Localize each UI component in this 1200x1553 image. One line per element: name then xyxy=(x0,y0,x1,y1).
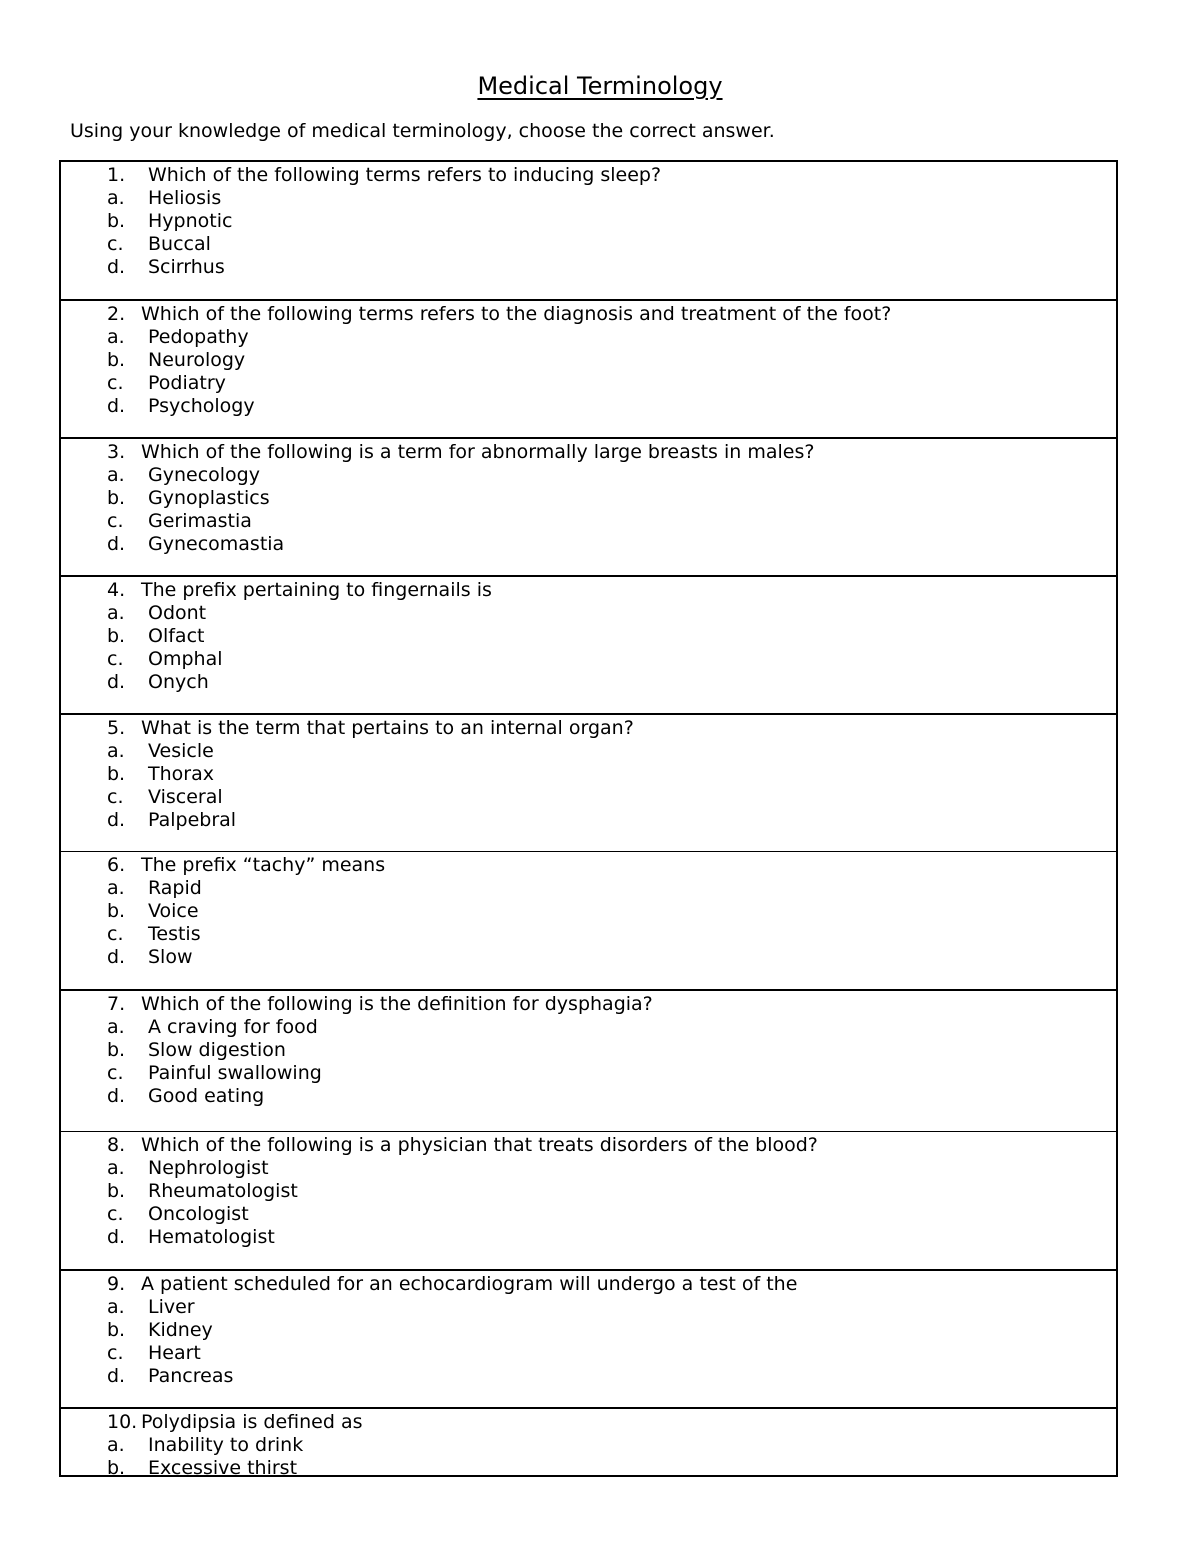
answer-option xyxy=(61,1157,1116,1180)
question-text: Which of the following is the definition for dysphagia? xyxy=(141,993,653,1015)
option-letter: a. xyxy=(107,464,125,486)
answer-option xyxy=(61,1203,1116,1226)
question-row xyxy=(61,1407,1116,1479)
answer-option xyxy=(61,533,1116,556)
option-text: Gynoplastics xyxy=(148,487,270,509)
option-letter: a. xyxy=(107,187,125,209)
question-text: Which of the following is a physician that treats disorders of the blood? xyxy=(141,1134,818,1156)
option-letter: a. xyxy=(107,1434,125,1456)
question-number: 5. xyxy=(107,717,126,739)
option-letter: b. xyxy=(107,900,126,922)
option-text: Nephrologist xyxy=(148,1157,269,1179)
question-row xyxy=(61,299,1116,437)
option-text: Gynecology xyxy=(148,464,260,486)
question-row xyxy=(61,989,1116,1131)
question-line xyxy=(61,993,1116,1016)
option-letter: d. xyxy=(107,671,126,693)
option-letter: d. xyxy=(107,1226,126,1248)
option-letter: b. xyxy=(107,210,126,232)
answer-option xyxy=(61,349,1116,372)
option-text: Psychology xyxy=(148,395,255,417)
option-letter: b. xyxy=(107,1319,126,1341)
answer-option xyxy=(61,1016,1116,1039)
answer-option xyxy=(61,1434,1116,1457)
option-letter: b. xyxy=(107,349,126,371)
option-text: Visceral xyxy=(148,786,223,808)
answer-option xyxy=(61,395,1116,418)
option-text: Slow xyxy=(148,946,193,968)
option-letter: c. xyxy=(107,1203,124,1225)
option-letter: a. xyxy=(107,602,125,624)
answer-option xyxy=(61,1457,1116,1480)
instructions: Using your knowledge of medical terminology, choose the correct answer. xyxy=(70,120,775,142)
option-text: Hematologist xyxy=(148,1226,275,1248)
option-letter: a. xyxy=(107,326,125,348)
option-text: Omphal xyxy=(148,648,223,670)
answer-option xyxy=(61,1319,1116,1342)
option-letter: d. xyxy=(107,1085,126,1107)
question-line xyxy=(61,1134,1116,1157)
answer-option xyxy=(61,464,1116,487)
answer-option xyxy=(61,602,1116,625)
answer-option xyxy=(61,1039,1116,1062)
option-letter: d. xyxy=(107,256,126,278)
question-number: 4. xyxy=(107,579,126,601)
option-text: Olfact xyxy=(148,625,205,647)
option-text: Podiatry xyxy=(148,372,226,394)
option-letter: b. xyxy=(107,1457,126,1479)
option-letter: b. xyxy=(107,763,126,785)
answer-option xyxy=(61,1180,1116,1203)
option-text: Onych xyxy=(148,671,209,693)
answer-option xyxy=(61,763,1116,786)
option-letter: c. xyxy=(107,1062,124,1084)
option-letter: b. xyxy=(107,625,126,647)
question-text: Which of the following is a term for abnormally large breasts in males? xyxy=(141,441,815,463)
question-line xyxy=(61,854,1116,877)
option-letter: d. xyxy=(107,533,126,555)
question-line xyxy=(61,164,1116,187)
page-title: Medical Terminology xyxy=(477,72,723,100)
question-line xyxy=(61,1411,1116,1434)
answer-option xyxy=(61,372,1116,395)
question-line xyxy=(61,441,1116,464)
question-number: 10. xyxy=(107,1411,138,1433)
answer-option xyxy=(61,671,1116,694)
option-text: Neurology xyxy=(148,349,246,371)
option-letter: d. xyxy=(107,395,126,417)
question-number: 7. xyxy=(107,993,126,1015)
question-line xyxy=(61,717,1116,740)
question-text: The prefix “tachy” means xyxy=(141,854,386,876)
question-line xyxy=(61,1273,1116,1296)
question-table xyxy=(59,160,1118,1477)
option-text: Excessive thirst xyxy=(148,1457,298,1479)
answer-option xyxy=(61,946,1116,969)
answer-option xyxy=(61,233,1116,256)
option-text: Scirrhus xyxy=(148,256,225,278)
option-letter: d. xyxy=(107,809,126,831)
question-row xyxy=(61,437,1116,575)
question-row xyxy=(61,851,1116,989)
option-text: Voice xyxy=(148,900,199,922)
option-text: Buccal xyxy=(148,233,211,255)
answer-option xyxy=(61,923,1116,946)
option-letter: a. xyxy=(107,1157,125,1179)
answer-option xyxy=(61,1342,1116,1365)
question-number: 3. xyxy=(107,441,126,463)
question-text: What is the term that pertains to an internal organ? xyxy=(141,717,634,739)
answer-option xyxy=(61,740,1116,763)
option-text: Kidney xyxy=(148,1319,213,1341)
answer-option xyxy=(61,648,1116,671)
option-letter: c. xyxy=(107,1342,124,1364)
question-row xyxy=(61,575,1116,713)
option-text: Pedopathy xyxy=(148,326,249,348)
answer-option xyxy=(61,1062,1116,1085)
option-letter: a. xyxy=(107,1016,125,1038)
option-text: Rapid xyxy=(148,877,202,899)
question-number: 2. xyxy=(107,303,126,325)
option-text: Hypnotic xyxy=(148,210,233,232)
answer-option xyxy=(61,809,1116,832)
option-text: Slow digestion xyxy=(148,1039,286,1061)
option-letter: c. xyxy=(107,372,124,394)
option-letter: c. xyxy=(107,786,124,808)
question-number: 6. xyxy=(107,854,126,876)
option-text: Gerimastia xyxy=(148,510,252,532)
question-number: 8. xyxy=(107,1134,126,1156)
answer-option xyxy=(61,1365,1116,1388)
answer-option xyxy=(61,877,1116,900)
option-text: Vesicle xyxy=(148,740,214,762)
option-text: Heart xyxy=(148,1342,201,1364)
option-letter: c. xyxy=(107,510,124,532)
option-text: Good eating xyxy=(148,1085,265,1107)
question-text: Which of the following terms refers to the diagnosis and treatment of the foot? xyxy=(141,303,892,325)
answer-option xyxy=(61,256,1116,279)
answer-option xyxy=(61,1085,1116,1108)
answer-option xyxy=(61,487,1116,510)
option-letter: b. xyxy=(107,1180,126,1202)
option-text: Oncologist xyxy=(148,1203,249,1225)
question-row xyxy=(61,1131,1116,1269)
option-text: Thorax xyxy=(148,763,214,785)
option-text: Gynecomastia xyxy=(148,533,285,555)
option-text: Testis xyxy=(148,923,201,945)
question-text: The prefix pertaining to fingernails is xyxy=(141,579,492,601)
question-row xyxy=(61,162,1116,299)
option-letter: b. xyxy=(107,487,126,509)
option-text: Rheumatologist xyxy=(148,1180,298,1202)
answer-option xyxy=(61,900,1116,923)
option-text: A craving for food xyxy=(148,1016,318,1038)
answer-option xyxy=(61,187,1116,210)
question-row xyxy=(61,1269,1116,1407)
question-number: 9. xyxy=(107,1273,126,1295)
question-text: Which of the following terms refers to inducing sleep? xyxy=(148,164,662,186)
question-line xyxy=(61,579,1116,602)
answer-option xyxy=(61,786,1116,809)
option-text: Painful swallowing xyxy=(148,1062,322,1084)
option-letter: c. xyxy=(107,923,124,945)
option-letter: c. xyxy=(107,648,124,670)
option-text: Inability to drink xyxy=(148,1434,304,1456)
option-letter: a. xyxy=(107,1296,125,1318)
answer-option xyxy=(61,1296,1116,1319)
option-letter: d. xyxy=(107,946,126,968)
question-text: Polydipsia is defined as xyxy=(141,1411,363,1433)
option-letter: a. xyxy=(107,740,125,762)
option-letter: c. xyxy=(107,233,124,255)
question-number: 1. xyxy=(107,164,126,186)
answer-option xyxy=(61,210,1116,233)
answer-option xyxy=(61,1226,1116,1249)
option-letter: d. xyxy=(107,1365,126,1387)
option-text: Heliosis xyxy=(148,187,222,209)
option-text: Palpebral xyxy=(148,809,237,831)
answer-option xyxy=(61,625,1116,648)
answer-option xyxy=(61,326,1116,349)
question-line xyxy=(61,303,1116,326)
option-letter: b. xyxy=(107,1039,126,1061)
question-text: A patient scheduled for an echocardiogram will undergo a test of the xyxy=(141,1273,798,1295)
option-text: Pancreas xyxy=(148,1365,234,1387)
question-row xyxy=(61,713,1116,851)
option-letter: a. xyxy=(107,877,125,899)
answer-option xyxy=(61,510,1116,533)
option-text: Odont xyxy=(148,602,207,624)
option-text: Liver xyxy=(148,1296,195,1318)
